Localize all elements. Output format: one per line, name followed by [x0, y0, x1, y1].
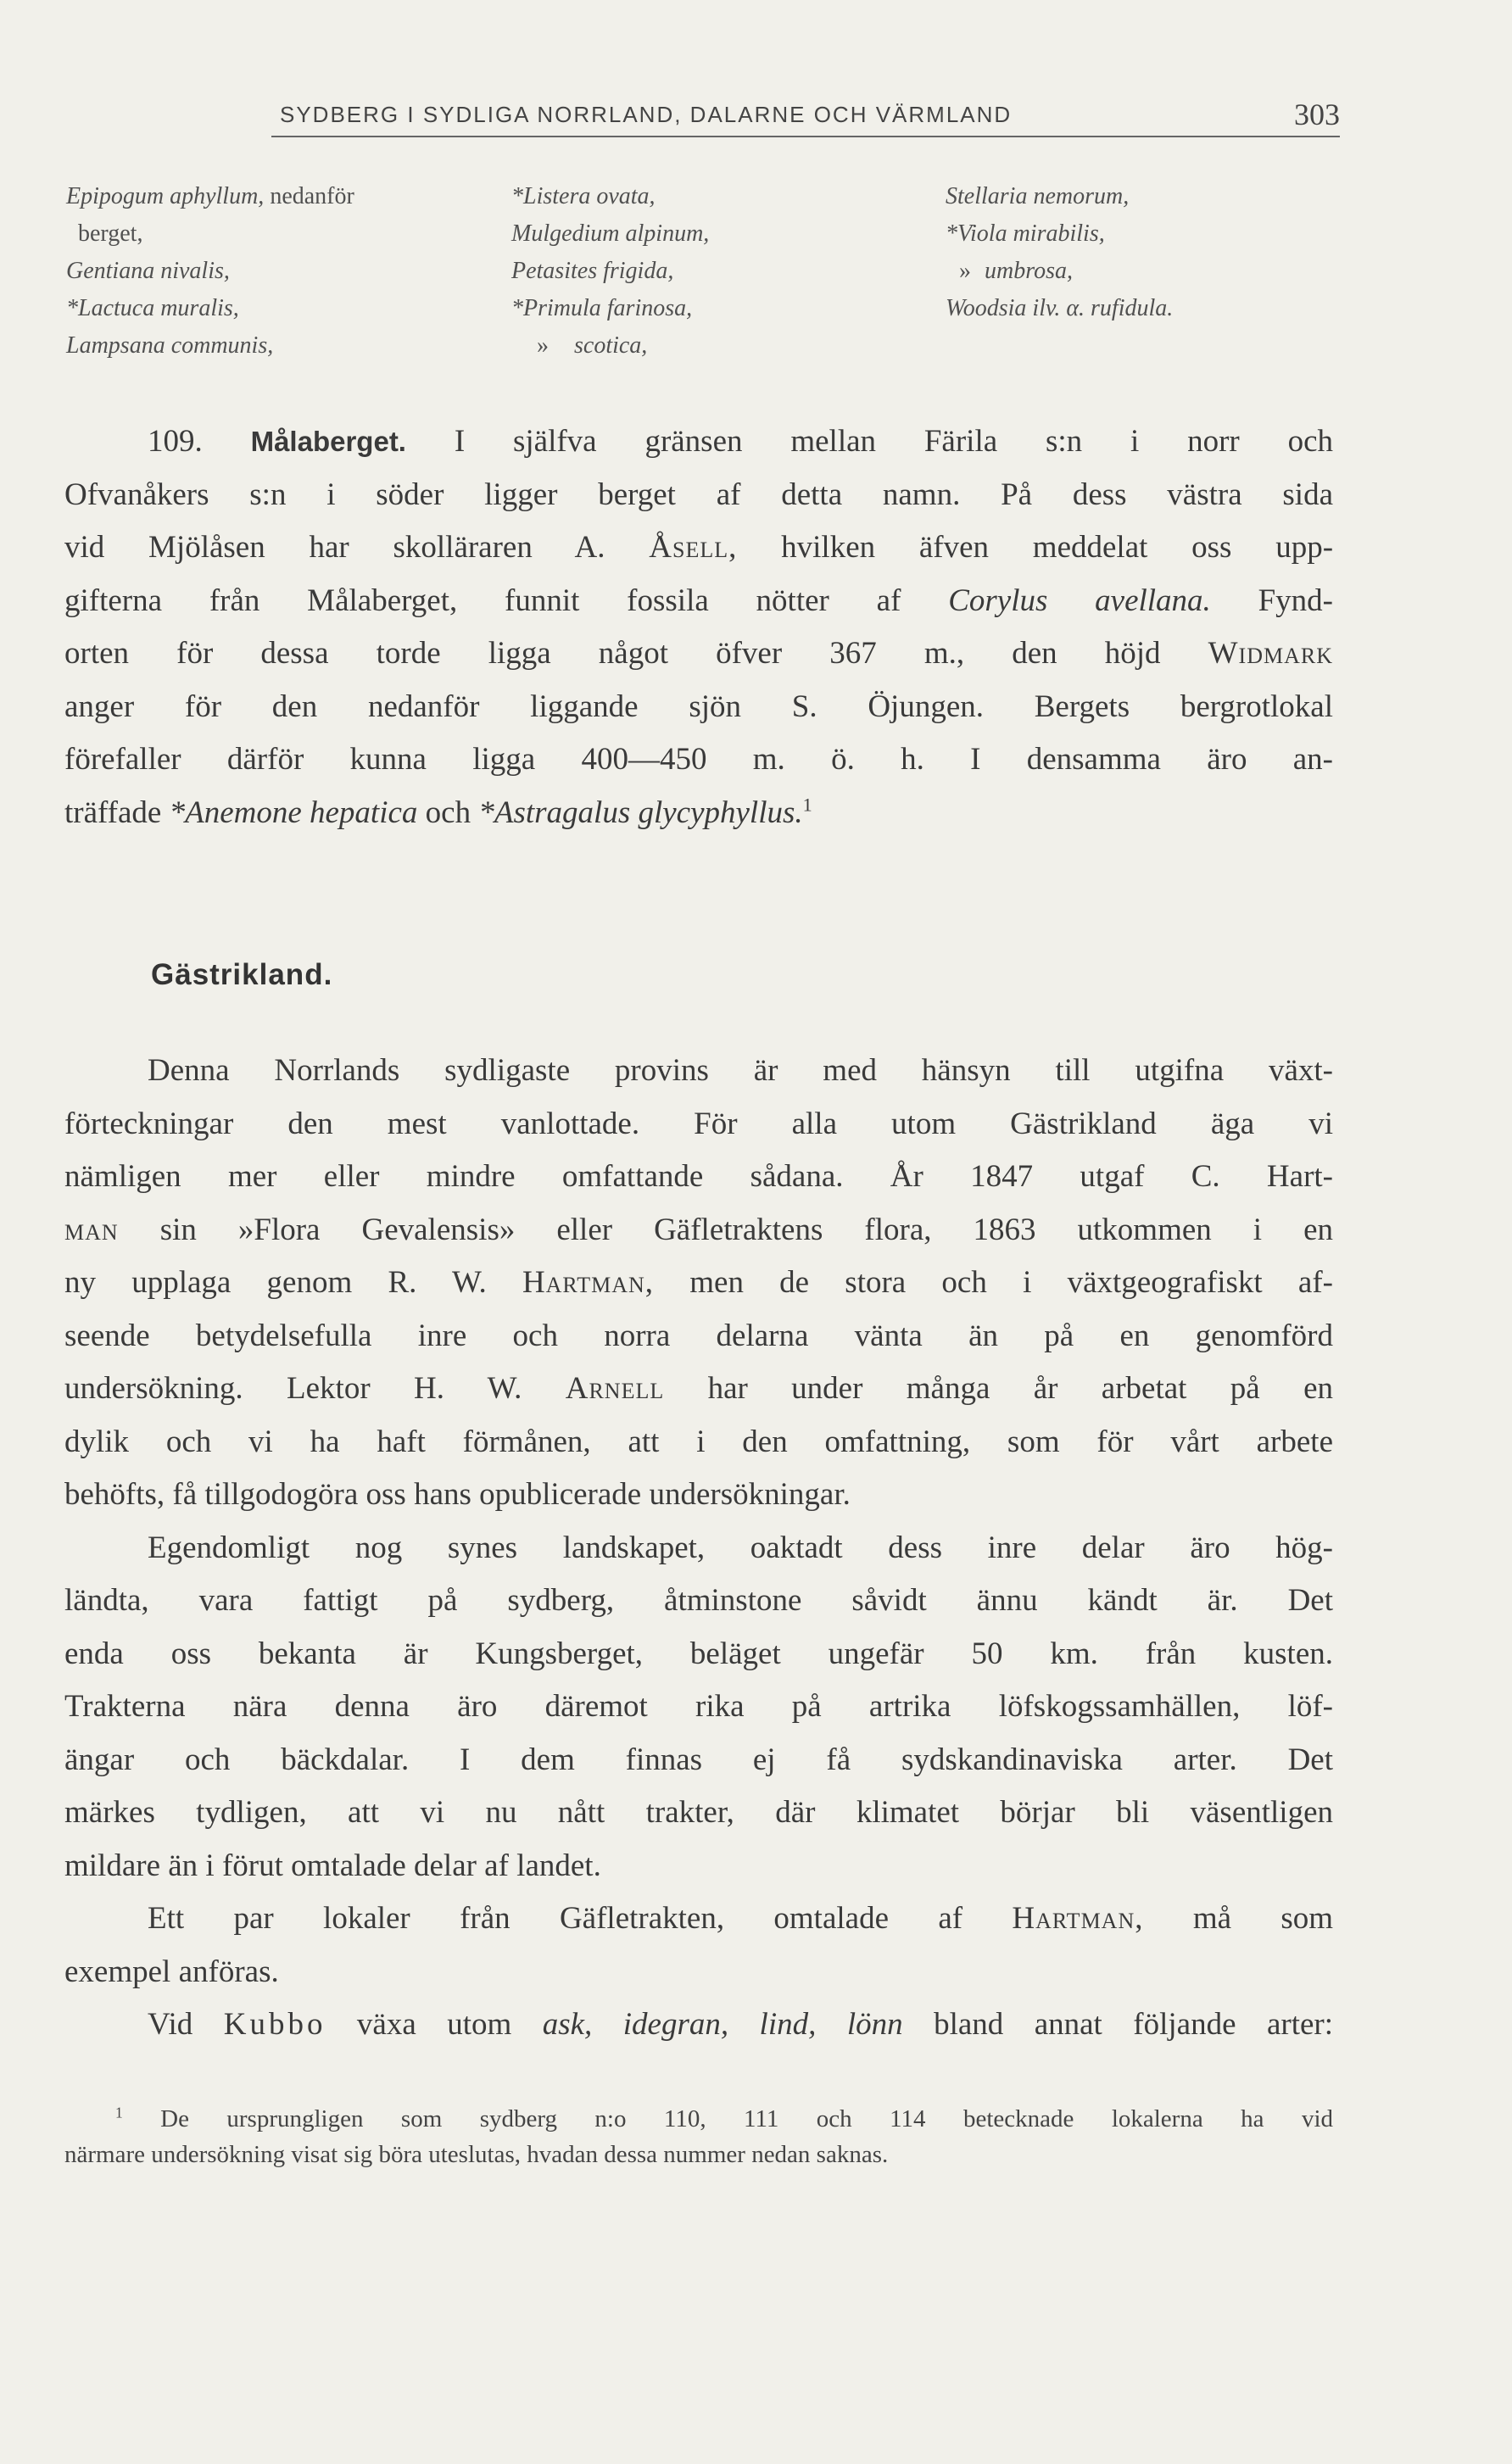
species-entry: » umbrosa,	[946, 253, 1173, 290]
place-name: Kubbo	[223, 2007, 326, 2042]
species-name: ask, idegran, lind, lönn	[542, 2007, 903, 2042]
species-list	[66, 178, 1321, 382]
author-name: Åsell,	[649, 530, 738, 565]
section-109-paragraph: 109. Målaberget. I själfva gränsen mellan Färila s:n i norr och Ofvanåkers s:n i söder ligger berget af detta namn. På dess västra sida vid Mjölåsen har skolläraren A. Åsell, hvilken äfven meddelat oss upp- gifterna från Målaberget, funnit fossila nötter af Corylus avellana. Fynd- orten för dessa torde ligga något öfver 367 m., den höjd Widmark anger för den nedanför liggande sjön S. Öjungen. Bergets bergrotlokal förefaller därför kunna ligga 400—450 m. ö. h. I densamma äro an- träffade *Anemone hepatica och *Astragalus glycyphyllus.$^1$	[64, 424, 1334, 830]
species-name: *Astragalus glycyphyllus.	[478, 794, 803, 830]
author-name: Arnell	[565, 1371, 665, 1406]
species-name: *Anemone hepatica	[169, 794, 418, 830]
footnote-mark: 1	[115, 2104, 123, 2121]
running-header	[254, 98, 1340, 139]
page-number: 303	[1294, 98, 1340, 131]
species-column-3	[946, 178, 1173, 327]
author-name: Hartman,	[1012, 1901, 1144, 1936]
species-entry: Stellaria nemorum,	[946, 183, 1130, 209]
species-entry: berget,	[78, 220, 143, 247]
species-name: Corylus avellana.	[948, 583, 1211, 618]
species-entry: Epipogum aphyllum, nedanför	[66, 183, 354, 209]
species-entry: *Lactuca muralis,	[66, 295, 239, 321]
section-heading: Gästrikland.	[151, 958, 333, 991]
gastrikland-paragraphs: Denna Norrlands sydligaste provins är med hänsyn till utgifna växt- förteckningar den mest vanlottade. För alla utom Gästrikland äga vi nämligen mer eller mindre omfattande sådana. År 1847 utgaf C. Hart- man sin »Flora Gevalensis» eller Gäfletraktens flora, 1863 utkommen i en ny upplaga genom R. W. Hartman, men de stora och i växtgeografiskt af- seende betydelsefulla inre och norra delarna vänta än på en genomförd undersökning. Lektor H. W. Arnell har under många år arbetat på en dylik och vi ha haft förmånen, att i den omfattning, som för vårt arbete behöfts, få tillgodogöra oss hans opublicerade undersökningar. Egendomligt nog synes landskapet, oaktadt dess inre delar äro hög- ländta, vara fattigt på sydberg, åtminstone såvidt ännu kändt är. Det enda oss bekanta är Kungsberget, beläget ungefär 50 km. från kusten. Trakterna nära denna äro däremot rika på artrika löfskogssamhällen, löf- ängar och bäckdalar. I dem finnas ej få sydskandinaviska arter. Det märkes tydligen, att vi nu nått trakter, där klimatet börjar bli väsentligen mildare än i förut omtalade delar af landet. Ett par lokaler från Gäfletrakten, omtalade af Hartman, må som exempel anföras. Vid Kubbo växa utom ask, idegran, lind, lönn bland annat följande arter:	[64, 1053, 1334, 2042]
species-column-1	[66, 178, 354, 365]
species-entry: *Listera ovata,	[511, 183, 656, 209]
author-name: Hartman,	[522, 1265, 655, 1300]
footnote: $^1$ De ursprungligen som sydberg n:o 110, 111 och 114 betecknade lokalerna ha vid närmare undersökning visat sig böra uteslutas, hvadan dessa nummer nedan saknas.	[64, 2104, 1333, 2168]
species-column-2	[511, 178, 709, 365]
species-entry: » scotica,	[511, 327, 709, 365]
species-entry: *Viola mirabilis,	[946, 220, 1105, 247]
ditto-mark: »	[959, 258, 971, 284]
species-entry: *Primula farinosa,	[511, 295, 693, 321]
header-title: SYDBERG I SYDLIGA NORRLAND, DALARNE OCH VÄRMLAND	[280, 102, 1013, 127]
author-name: Widmark	[1208, 636, 1333, 671]
species-entry: Gentiana nivalis,	[66, 258, 230, 284]
section-title: Målaberget.	[250, 426, 406, 457]
footnote-ref: 1	[802, 794, 812, 816]
header-rule	[271, 136, 1340, 137]
ditto-mark: »	[537, 332, 549, 359]
species-entry: Petasites frigida,	[511, 258, 674, 284]
species-entry: Lampsana communis,	[66, 332, 274, 359]
species-entry: Woodsia ilv. α. rufidula.	[946, 295, 1174, 321]
section-number: 109.	[148, 424, 203, 459]
species-entry: Mulgedium alpinum,	[511, 220, 710, 247]
